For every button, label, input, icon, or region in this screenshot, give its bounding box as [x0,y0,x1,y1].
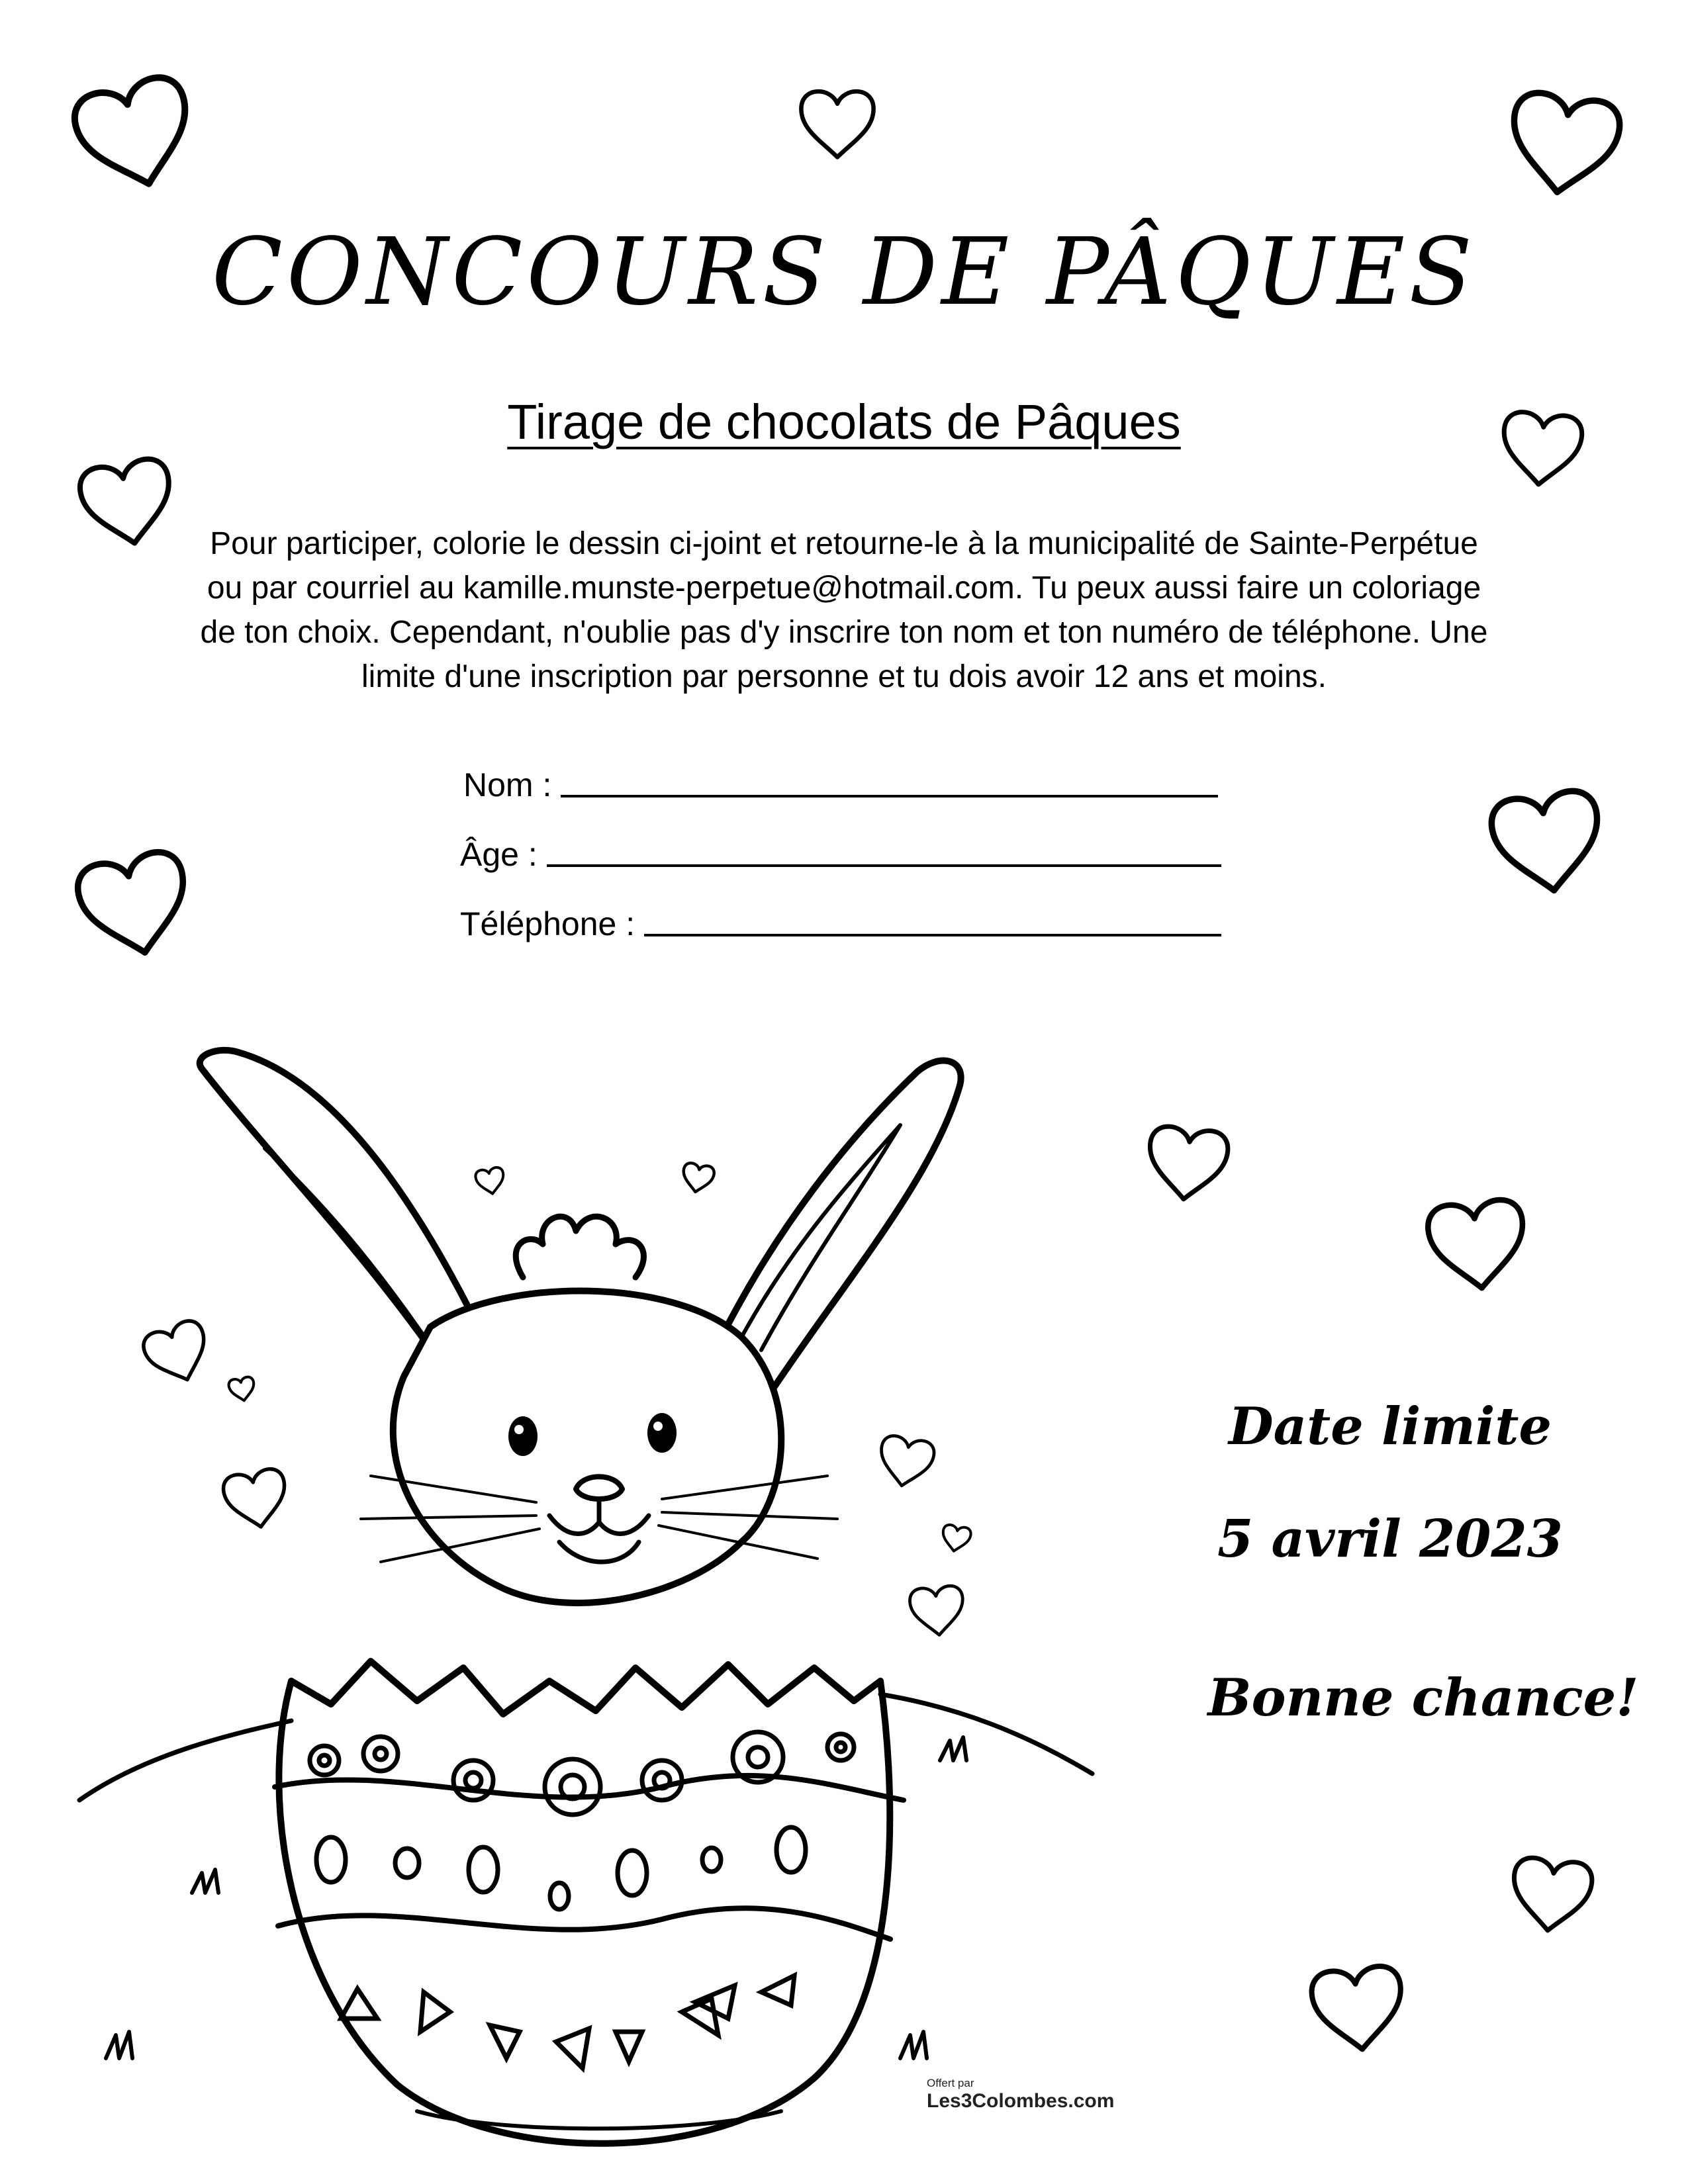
heart-icon [680,1162,716,1195]
heart-icon [1145,1124,1229,1203]
heart-icon [940,1524,972,1553]
heart-icon [1505,90,1622,200]
age-label: Âge : [460,836,538,873]
heart-icon [876,1434,936,1490]
heart-icon [221,1467,291,1532]
credit-site: Les3Colombes.com [927,2090,1115,2112]
deadline-label: Date limite [1228,1396,1552,1457]
phone-field[interactable] [460,890,1221,943]
heart-icon [1509,1856,1593,1934]
name-field[interactable] [463,751,1218,804]
bunny-drawing [79,1050,1092,2144]
heart-icon [1426,1198,1529,1293]
heart-icon [77,456,179,551]
age-field[interactable] [460,821,1221,874]
heart-icon [909,1585,966,1637]
credit-small: Offert par [927,2077,974,2089]
heart-icon [1488,788,1606,898]
name-label: Nom : [463,766,552,803]
heart-icon [228,1376,256,1402]
intro-paragraph: Pour participer, colorie le dessin ci-joint et retourne-le à la municipalité de Sainte-Perpétue ou par courriel au kamille.munste-perpetue@hotmail.com. Tu peux aussi faire un coloriage de ton choix. Cependant, n'oublie pas d'y inscrire ton nom et ton numéro de téléphone. Une limite d'une inscription par personne et tu dois avoir 12 ans et moins. [200,526,1488,694]
credit-logo [927,2077,1125,2113]
page-subtitle: Tirage de chocolats de Pâques [507,394,1181,449]
heart-icon [1309,1964,1406,2054]
phone-label: Téléphone : [460,905,635,942]
deadline-date: 5 avril 2023 [1217,1509,1563,1569]
heart-icon [73,848,197,964]
phone-line[interactable] [644,934,1221,936]
heart-icon [140,1317,216,1390]
good-luck-text: Bonne chance! [1207,1668,1639,1728]
heart-icon [801,91,873,157]
name-line[interactable] [561,795,1218,797]
page-title: CONCOURS DE PÂQUES [211,218,1477,326]
heart-icon [69,72,203,199]
age-line[interactable] [547,864,1221,867]
heart-icon [475,1166,506,1196]
